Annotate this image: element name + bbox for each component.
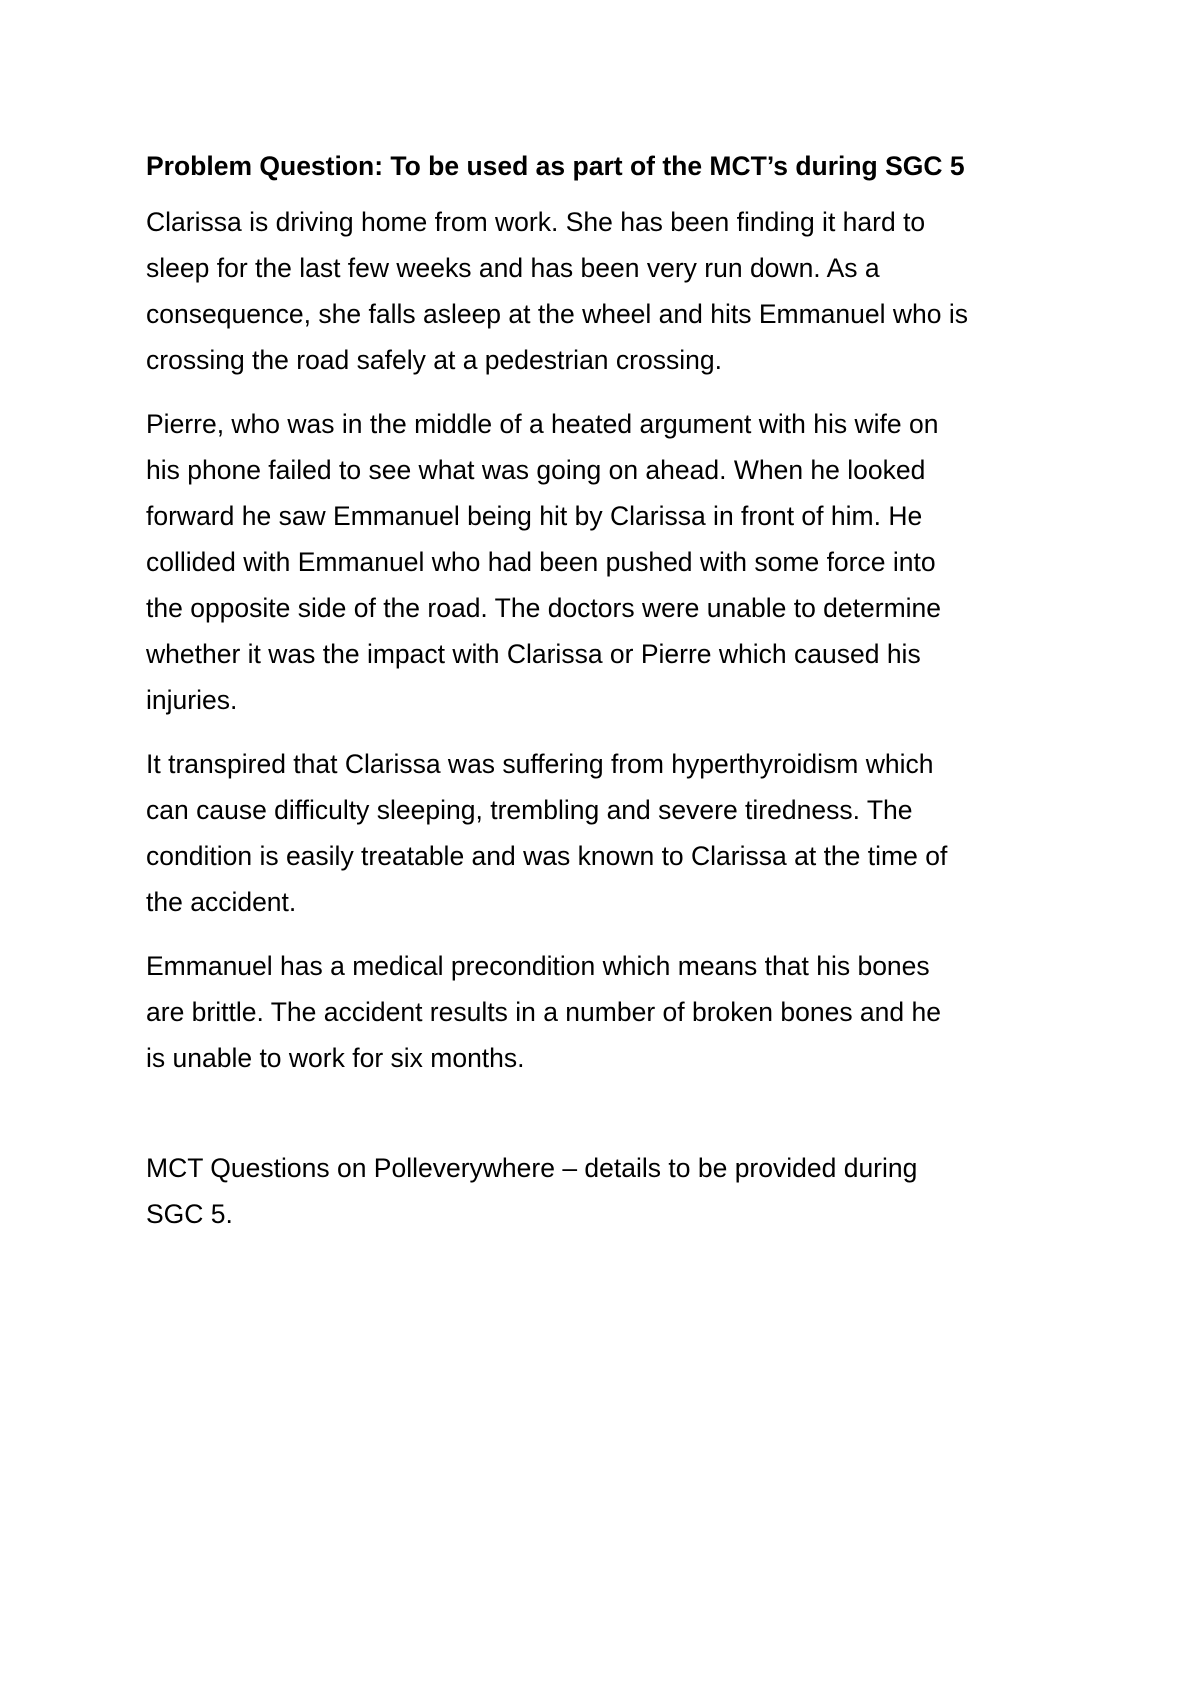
paragraph-line: Pierre, who was in the middle of a heated argument with his wife on	[146, 409, 939, 439]
paragraph-line: the opposite side of the road. The doctors were unable to determine	[146, 593, 942, 623]
paragraph-line: SGC 5.	[146, 1199, 233, 1229]
paragraph-line: can cause difficulty sleeping, trembling and severe tiredness. The	[146, 795, 913, 825]
paragraph-line: whether it was the impact with Clarissa or Pierre which caused his	[146, 639, 921, 669]
paragraph-line: his phone failed to see what was going on ahead. When he looked	[146, 455, 926, 485]
paragraph-line: Clarissa is driving home from work. She has been finding it hard to	[146, 207, 926, 237]
document-body	[146, 143, 1066, 1255]
paragraph-line: forward he saw Emmanuel being hit by Clarissa in front of him. He	[146, 501, 923, 531]
footer-note	[146, 1145, 1066, 1237]
paragraph-line: crossing the road safely at a pedestrian crossing.	[146, 345, 722, 375]
blank-line	[146, 1099, 1066, 1145]
paragraph-line: are brittle. The accident results in a number of broken bones and he	[146, 997, 941, 1027]
paragraph-line: the accident.	[146, 887, 297, 917]
paragraph-hyperthyroidism	[146, 741, 1066, 925]
document-title: Problem Question: To be used as part of the MCT’s during SGC 5	[146, 151, 965, 181]
paragraph-line: consequence, she falls asleep at the wheel and hits Emmanuel who is	[146, 299, 968, 329]
paragraph-line: is unable to work for six months.	[146, 1043, 525, 1073]
paragraph-line: injuries.	[146, 685, 238, 715]
paragraph-emmanuel-injuries	[146, 943, 1066, 1081]
paragraph-line: It transpired that Clarissa was suffering from hyperthyroidism which	[146, 749, 934, 779]
paragraph-line: collided with Emmanuel who had been pushed with some force into	[146, 547, 936, 577]
paragraph-line: condition is easily treatable and was known to Clarissa at the time of	[146, 841, 948, 871]
paragraph-line: sleep for the last few weeks and has been very run down. As a	[146, 253, 880, 283]
paragraph-line: Emmanuel has a medical precondition which means that his bones	[146, 951, 930, 981]
paragraph-clarissa-driving	[146, 199, 1066, 383]
paragraph-line: MCT Questions on Polleverywhere – details to be provided during	[146, 1153, 918, 1183]
paragraph-pierre-collision	[146, 401, 1066, 723]
